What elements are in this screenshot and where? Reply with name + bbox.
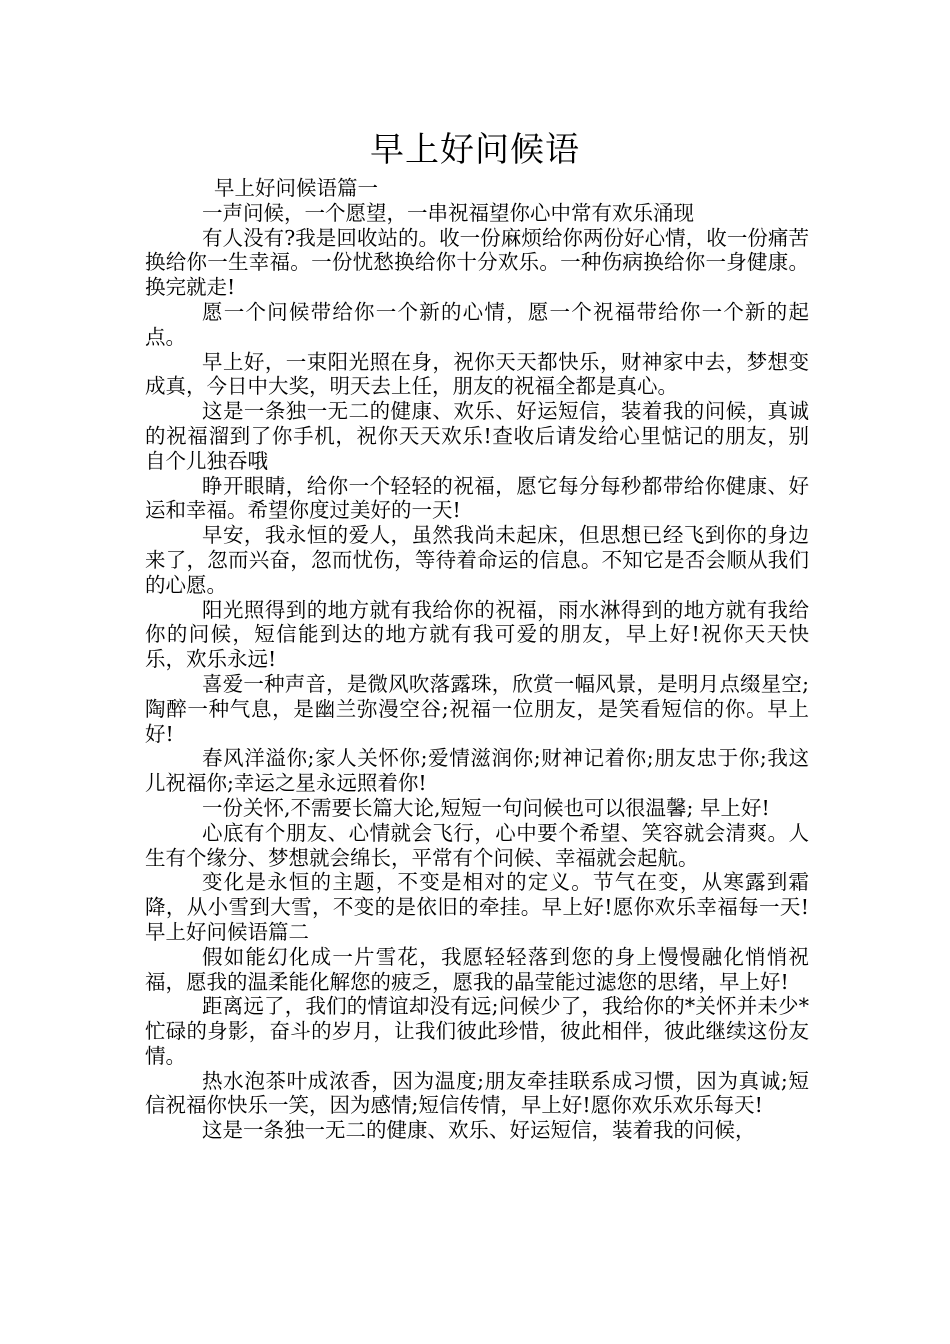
section-heading: 早上好问候语篇一 — [214, 176, 378, 200]
paragraph: 早上好，一束阳光照在身，祝你天天都快乐，财神家中去，梦想变成真，今日中大奖，明天去上任，朋友的祝福全都是真心。 — [145, 349, 809, 399]
paragraph: 早安，我永恒的爱人，虽然我尚未起床，但思想已经飞到你的身边来了，忽而兴奋，忽而忧伤，等待着命运的信息。不知它是否会顺从我们的心愿。 — [145, 523, 809, 597]
paragraph: 愿一个问候带给你一个新的心情，愿一个祝福带给你一个新的起点。 — [145, 299, 809, 349]
paragraph: 这是一条独一无二的健康、欢乐、好运短信，装着我的问候，真诚的祝福溜到了你手机，祝你天天欢乐!查收后请发给心里惦记的朋友，别自个儿独吞哦 — [145, 399, 809, 473]
paragraph: 一份关怀,不需要长篇大论,短短一句问候也可以很温馨; 早上好! — [202, 795, 770, 820]
paragraph: 距离远了，我们的情谊却没有远;问候少了，我给你的*关怀并未少*忙碌的身影，奋斗的岁月，让我们彼此珍惜，彼此相伴，彼此继续这份友情。 — [145, 994, 809, 1068]
paragraph: 有人没有?我是回收站的。收一份麻烦给你两份好心情，收一份痛苦换给你一生幸福。一份忧愁换给你十分欢乐。一种伤病换给你一身健康。换完就走! — [145, 225, 809, 300]
paragraph: 心底有个朋友、心情就会飞行，心中要个希望、笑容就会清爽。人生有个缘分、梦想就会绵长，平常有个问候、幸福就会起航。 — [145, 820, 809, 870]
paragraph: 假如能幻化成一片雪花，我愿轻轻落到您的身上慢慢融化悄悄祝福，愿我的温柔能化解您的疲乏，愿我的晶莹能过滤您的思绪，早上好! — [145, 944, 809, 994]
paragraph: 热水泡茶叶成浓香，因为温度;朋友牵挂联系成习惯，因为真诚;短信祝福你快乐一笑，因为感情;短信传情，早上好!愿你欢乐欢乐每天! — [145, 1068, 809, 1118]
document-body — [145, 176, 850, 1143]
paragraph: 变化是永恒的主题，不变是相对的定义。节气在变，从寒露到霜降，从小雪到大雪，不变的是依旧的牵挂。早上好!愿你欢乐幸福每一天! 早上好问候语篇二 — [145, 870, 850, 944]
paragraph: 喜爱一种声音，是微风吹落露珠，欣赏一幅风景，是明月点缀星空;陶醉一种气息，是幽兰弥漫空谷;祝福一位朋友，是笑看短信的你。早上好! — [145, 671, 809, 746]
document-title: 早上好问候语 — [370, 130, 580, 170]
paragraph: 春风洋溢你;家人关怀你;爱情滋润你;财神记着你;朋友忠于你;我这儿祝福你;幸运之星永远照着你! — [145, 746, 809, 796]
paragraph: 阳光照得到的地方就有我给你的祝福，雨水淋得到的地方就有我给你的问候，短信能到达的地方就有我可爱的朋友，早上好!祝你天天快乐，欢乐永远! — [145, 597, 809, 672]
paragraph: 一声问候，一个愿望，一串祝福望你心中常有欢乐涌现 — [202, 200, 694, 225]
paragraph: 这是一条独一无二的健康、欢乐、好运短信，装着我的问候， — [202, 1118, 756, 1143]
paragraph: 睁开眼睛，给你一个轻轻的祝福，愿它每分每秒都带给你健康、好运和幸福。希望你度过美好的一天! — [145, 473, 809, 523]
